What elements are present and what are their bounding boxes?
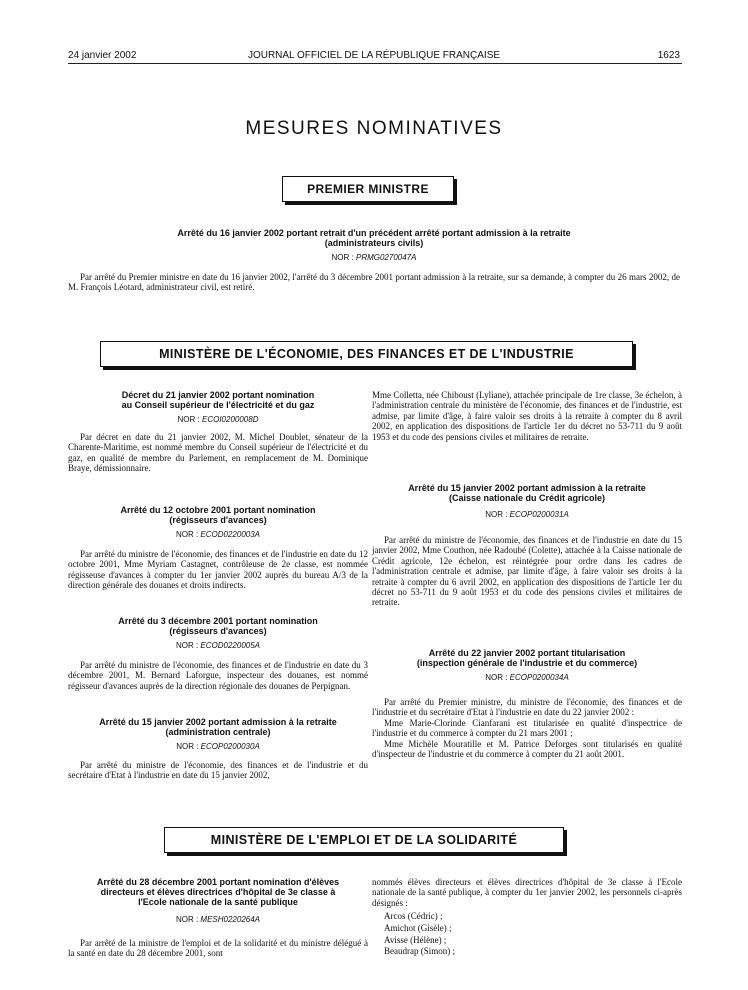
article-subtitle: au Conseil supérieur de l'électricité et du gaz <box>121 400 315 410</box>
nor-label: NOR : <box>485 510 510 519</box>
article-text: Par arrêté de la ministre de l'emploi et de la solidarité et du ministre délégué à la santé en date du 28 décembre 2001, sont <box>68 938 368 959</box>
journal-title: JOURNAL OFFICIEL DE LA RÉPUBLIQUE FRANÇAISE <box>247 50 501 61</box>
article-title <box>68 616 368 636</box>
nor-reference <box>68 915 368 924</box>
article-subtitle: (administrateurs civils) <box>324 238 424 248</box>
nor-reference <box>68 530 368 539</box>
nor-reference <box>68 415 368 424</box>
article-title-line: Arrêté du 3 décembre 2001 portant nomination <box>118 616 318 626</box>
nor-label: NOR : <box>177 415 202 424</box>
article-text: Par décret en date du 21 janvier 2002, M. Michel Doublet, sénateur de la Charente-Maritime, est nommé membre du Conseil supérieur de l'électricité et du gaz, en qualité de membre du Parlement, en remplacement de M. Dominique Braye, démissionnaire. <box>68 432 368 474</box>
article-body <box>68 432 368 474</box>
article-text: Mme Marie-Clorinde Cianfarani est titularisée en qualité d'inspectrice de l'industrie et du commerce à compter du 21 mars 2001 ; <box>372 717 682 739</box>
article-subtitle: (administration centrale) <box>165 727 271 737</box>
article-title-line: directeurs et élèves directrices d'hôpital de 3e classe à <box>100 887 336 897</box>
nor-code: ECOP0200030A <box>200 742 260 751</box>
article-paragraph <box>372 697 682 718</box>
article-title-line: Décret du 21 janvier 2002 portant nomination <box>121 390 315 400</box>
article-title <box>90 228 658 248</box>
section-emploi: MINISTÈRE DE L'EMPLOI ET DE LA SOLIDARITÉ <box>164 827 564 853</box>
article-text: Par arrêté du ministre de l'économie, des finances et de l'industrie et du secrétaire d'Etat à l'industrie en date du 15 janvier 2002, <box>68 760 368 781</box>
nor-code: MESH0220264A <box>200 915 261 924</box>
article-title-line: Arrêté du 15 janvier 2002 portant admission à la retraite <box>99 717 337 727</box>
article-body <box>68 660 368 691</box>
article-title-line: Arrêté du 16 janvier 2002 portant retrait d'un précédent arrêté portant admission à la retraite <box>177 228 571 238</box>
nor-code: ECOD0220005A <box>200 641 261 650</box>
article-body-continued <box>372 877 682 908</box>
article-body <box>372 697 682 759</box>
nor-label: NOR : <box>176 742 201 751</box>
nor-reference <box>68 742 368 751</box>
article-text: Mme Colletta, née Chiboust (Lyliane), attachée principale de 1re classe, 3e échelon, à l'administration centrale du ministère de l'économie, des finances et de l'industrie, est admise, par limite d'âge, à faire valoir ses droits à la retraite à compter du 8 avril 2002, en application des dispositions de l'article 1er du décret no 53-711 du 9 août 1953 et du code des pensions civiles et militaires de retraite. <box>372 390 682 442</box>
nor-code: ECOP0200034A <box>509 673 569 682</box>
nor-label: NOR : <box>331 253 356 262</box>
article-text: Par arrêté du ministre de l'économie, des finances et de l'industrie en date du 12 octobre 2001, Mme Myriam Castagnet, contrôleuse de 2e classe, est nommée régisseuse d'avances à compter du 1er janvier 2002 auprès du bureau A/3 de la direction générale des douanes et droits indirects. <box>68 549 368 591</box>
article-title-line: Arrêté du 28 décembre 2001 portant nomination d'élèves <box>96 877 340 887</box>
nor-code: ECOD0220003A <box>200 530 261 539</box>
nor-label: NOR : <box>175 915 201 924</box>
article-text: nommés élèves directeurs et élèves directrices d'hôpital de 3e classe à l'Ecole nationale de la santé publique, à compter du 1er janvier 2002, les personnels ci-après désignés : <box>372 877 682 908</box>
article-text: Par arrêté du Premier ministre, du ministre de l'économie, des finances et de l'industrie et du secrétaire d'Etat à l'industrie en date du 22 janvier 2002 : <box>372 697 682 718</box>
article-title <box>68 877 368 907</box>
article-body <box>68 938 368 959</box>
article-subtitle: (régisseurs d'avances) <box>169 626 267 636</box>
page-number: 1623 <box>657 50 680 61</box>
nor-code: PRMG0270047A <box>355 253 417 262</box>
nor-reference <box>90 253 658 262</box>
article-title <box>68 505 368 525</box>
nor-reference <box>372 510 682 519</box>
list-item: Avisse (Hélène) ; <box>384 934 447 945</box>
nor-label: NOR : <box>175 530 201 539</box>
article-title-line: Arrêté du 12 octobre 2001 portant nomination <box>120 505 316 515</box>
header-date: 24 janvier 2002 <box>68 50 137 61</box>
article-subtitle: (inspection générale de l'industrie et du commerce) <box>416 658 638 668</box>
article-body <box>68 760 368 781</box>
article-title <box>372 648 682 668</box>
article-subtitle: (régisseurs d'avances) <box>169 515 267 525</box>
article-body <box>68 549 368 591</box>
section-premier-ministre: PREMIER MINISTRE <box>282 176 454 202</box>
article-subtitle: (Caisse nationale du Crédit agricole) <box>448 493 606 503</box>
section-economie: MINISTÈRE DE L'ÉCONOMIE, DES FINANCES ET DE L'INDUSTRIE <box>100 341 633 367</box>
list-item: Arcos (Cédric) ; <box>384 911 443 921</box>
article-title <box>68 390 368 410</box>
article-text: Par arrêté du ministre de l'économie, des finances et de l'industrie en date du 15 janvier 2002, Mme Couthon, née Radoubé (Colette), attachée à la Caisse nationale de Crédit agricole, 12e échelon, est réintégrée pour ordre dans les cadres de l'administration centrale et admise, par limite d'âge, à faire valoir ses droits à la retraite à compter du 6 avril 2002, en application des dispositions de l'article 1er du décret no 53-711 du 9 août 1953 et du code des pensions civiles et militaires de retraite. <box>372 535 682 608</box>
nor-code: ECOI0200008D <box>201 415 259 424</box>
article-title-line: Arrêté du 22 janvier 2002 portant titularisation <box>428 648 626 658</box>
article-title <box>68 717 368 737</box>
nor-reference <box>372 673 682 682</box>
page-title: MESURES NOMINATIVES <box>245 118 503 139</box>
article-title <box>372 483 682 503</box>
article-body <box>372 535 682 608</box>
nor-reference <box>68 641 368 650</box>
article-body-continued <box>372 390 682 442</box>
list-item: Beaudrap (Simon) ; <box>384 946 455 957</box>
nor-label: NOR : <box>485 673 510 682</box>
article-text: Par arrêté du ministre de l'économie, des finances et de l'industrie en date du 3 décembre 2001, M. Bernard Laforgue, inspecteur des douanes, est nommé régisseur d'avances auprès de la direction régionale des douanes de Perpignan. <box>68 660 368 691</box>
article-title-line: l'Ecole nationale de la santé publique <box>138 897 298 907</box>
article-body <box>68 272 680 293</box>
header-rule <box>68 63 682 64</box>
article-paragraph <box>372 739 682 760</box>
article-title-line: Arrêté du 15 janvier 2002 portant admission à la retraite <box>408 483 646 493</box>
nor-code: ECOP0200031A <box>509 510 569 519</box>
nor-label: NOR : <box>175 641 201 650</box>
name-list <box>384 911 455 958</box>
article-text: Mme Michèle Mouratille et M. Patrice Deforges sont titularisés en qualité d'inspecteur de l'industrie et du commerce à compter du 21 août 2001. <box>372 738 682 760</box>
list-item: Amichot (Gisèle) ; <box>384 922 452 933</box>
article-text: Par arrêté du Premier ministre en date du 16 janvier 2002, l'arrêté du 3 décembre 2001 portant admission à la retraite, sur sa demande, à compter du 26 mars 2002, de M. François Léotard, administrateur civil, est retiré. <box>68 272 680 293</box>
article-paragraph <box>372 718 682 739</box>
